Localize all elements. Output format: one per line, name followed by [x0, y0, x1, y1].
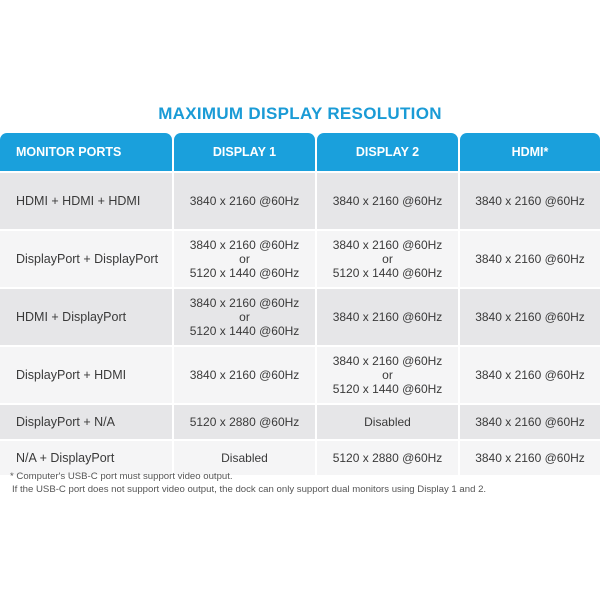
header-hdmi: HDMI* — [460, 133, 600, 171]
resolution-value: 3840 x 2160 @60Hz — [189, 238, 300, 252]
resolution-value: Disabled — [364, 415, 411, 429]
resolution-value: 3840 x 2160 @60Hz — [475, 194, 585, 208]
resolution-value: 3840 x 2160 @60Hz — [475, 451, 585, 465]
port-label: HDMI + HDMI + HDMI — [16, 194, 141, 208]
resolution-value: 5120 x 2880 @60Hz — [332, 451, 443, 465]
row-hdmi-hdmi-hdmi-hdmi — [460, 173, 600, 229]
resolution-value: 3840 x 2160 @60Hz — [332, 194, 443, 208]
or-separator: or — [382, 368, 393, 382]
row-dp-hdmi-hdmi — [460, 347, 600, 403]
footnote-line-2: If the USB-C port does not support video output, the dock can only support dual monitors using Display 1 and 2. — [12, 484, 487, 495]
row-dp-dp-port — [0, 231, 172, 287]
port-label: DisplayPort + HDMI — [16, 368, 127, 382]
resolution-value: 3840 x 2160 @60Hz — [189, 194, 300, 208]
row-dp-na-display-2 — [317, 405, 458, 439]
resolution-value: 5120 x 1440 @60Hz — [332, 266, 443, 280]
resolution-value: 5120 x 1440 @60Hz — [189, 324, 300, 338]
resolution-value: 5120 x 1440 @60Hz — [332, 382, 443, 396]
row-hdmi-dp-port — [0, 289, 172, 345]
resolution-table — [0, 133, 600, 477]
port-label: N/A + DisplayPort — [16, 451, 115, 465]
resolution-value: 3840 x 2160 @60Hz — [189, 368, 300, 382]
row-hdmi-hdmi-hdmi-display-2 — [317, 173, 458, 229]
row-hdmi-hdmi-hdmi-display-1 — [174, 173, 315, 229]
header-monitor-ports: MONITOR PORTS — [0, 133, 172, 171]
row-hdmi-dp-display-2 — [317, 289, 458, 345]
port-label: HDMI + DisplayPort — [16, 310, 127, 324]
header-display-2: DISPLAY 2 — [317, 133, 458, 171]
row-dp-hdmi-display-1 — [174, 347, 315, 403]
table-title: MAXIMUM DISPLAY RESOLUTION — [158, 104, 442, 123]
row-hdmi-hdmi-hdmi-port — [0, 173, 172, 229]
header-display-1: DISPLAY 1 — [174, 133, 315, 171]
row-dp-hdmi-display-2 — [317, 347, 458, 403]
row-dp-dp-hdmi — [460, 231, 600, 287]
row-dp-dp-display-2 — [317, 231, 458, 287]
or-separator: or — [239, 252, 250, 266]
resolution-value: Disabled — [221, 451, 268, 465]
resolution-value: 3840 x 2160 @60Hz — [332, 354, 443, 368]
row-dp-hdmi-port — [0, 347, 172, 403]
resolution-value: 3840 x 2160 @60Hz — [475, 252, 585, 266]
resolution-value: 3840 x 2160 @60Hz — [475, 310, 585, 324]
resolution-value: 5120 x 2880 @60Hz — [189, 415, 300, 429]
resolution-value: 3840 x 2160 @60Hz — [475, 368, 585, 382]
resolution-value: 3840 x 2160 @60Hz — [189, 296, 300, 310]
footnote-line-1: * Computer's USB-C port must support video output. — [10, 471, 233, 482]
port-label: DisplayPort + N/A — [16, 415, 115, 429]
or-separator: or — [382, 252, 393, 266]
row-hdmi-dp-hdmi — [460, 289, 600, 345]
resolution-value: 3840 x 2160 @60Hz — [332, 238, 443, 252]
resolution-value: 3840 x 2160 @60Hz — [332, 310, 443, 324]
row-dp-na-display-1 — [174, 405, 315, 439]
row-hdmi-dp-display-1 — [174, 289, 315, 345]
footnote — [10, 470, 595, 496]
or-separator: or — [239, 310, 250, 324]
resolution-value: 5120 x 1440 @60Hz — [189, 266, 300, 280]
resolution-value: 3840 x 2160 @60Hz — [475, 415, 585, 429]
row-dp-na-hdmi — [460, 405, 600, 439]
row-dp-dp-display-1 — [174, 231, 315, 287]
row-dp-na-port — [0, 405, 172, 439]
port-label: DisplayPort + DisplayPort — [16, 252, 159, 266]
